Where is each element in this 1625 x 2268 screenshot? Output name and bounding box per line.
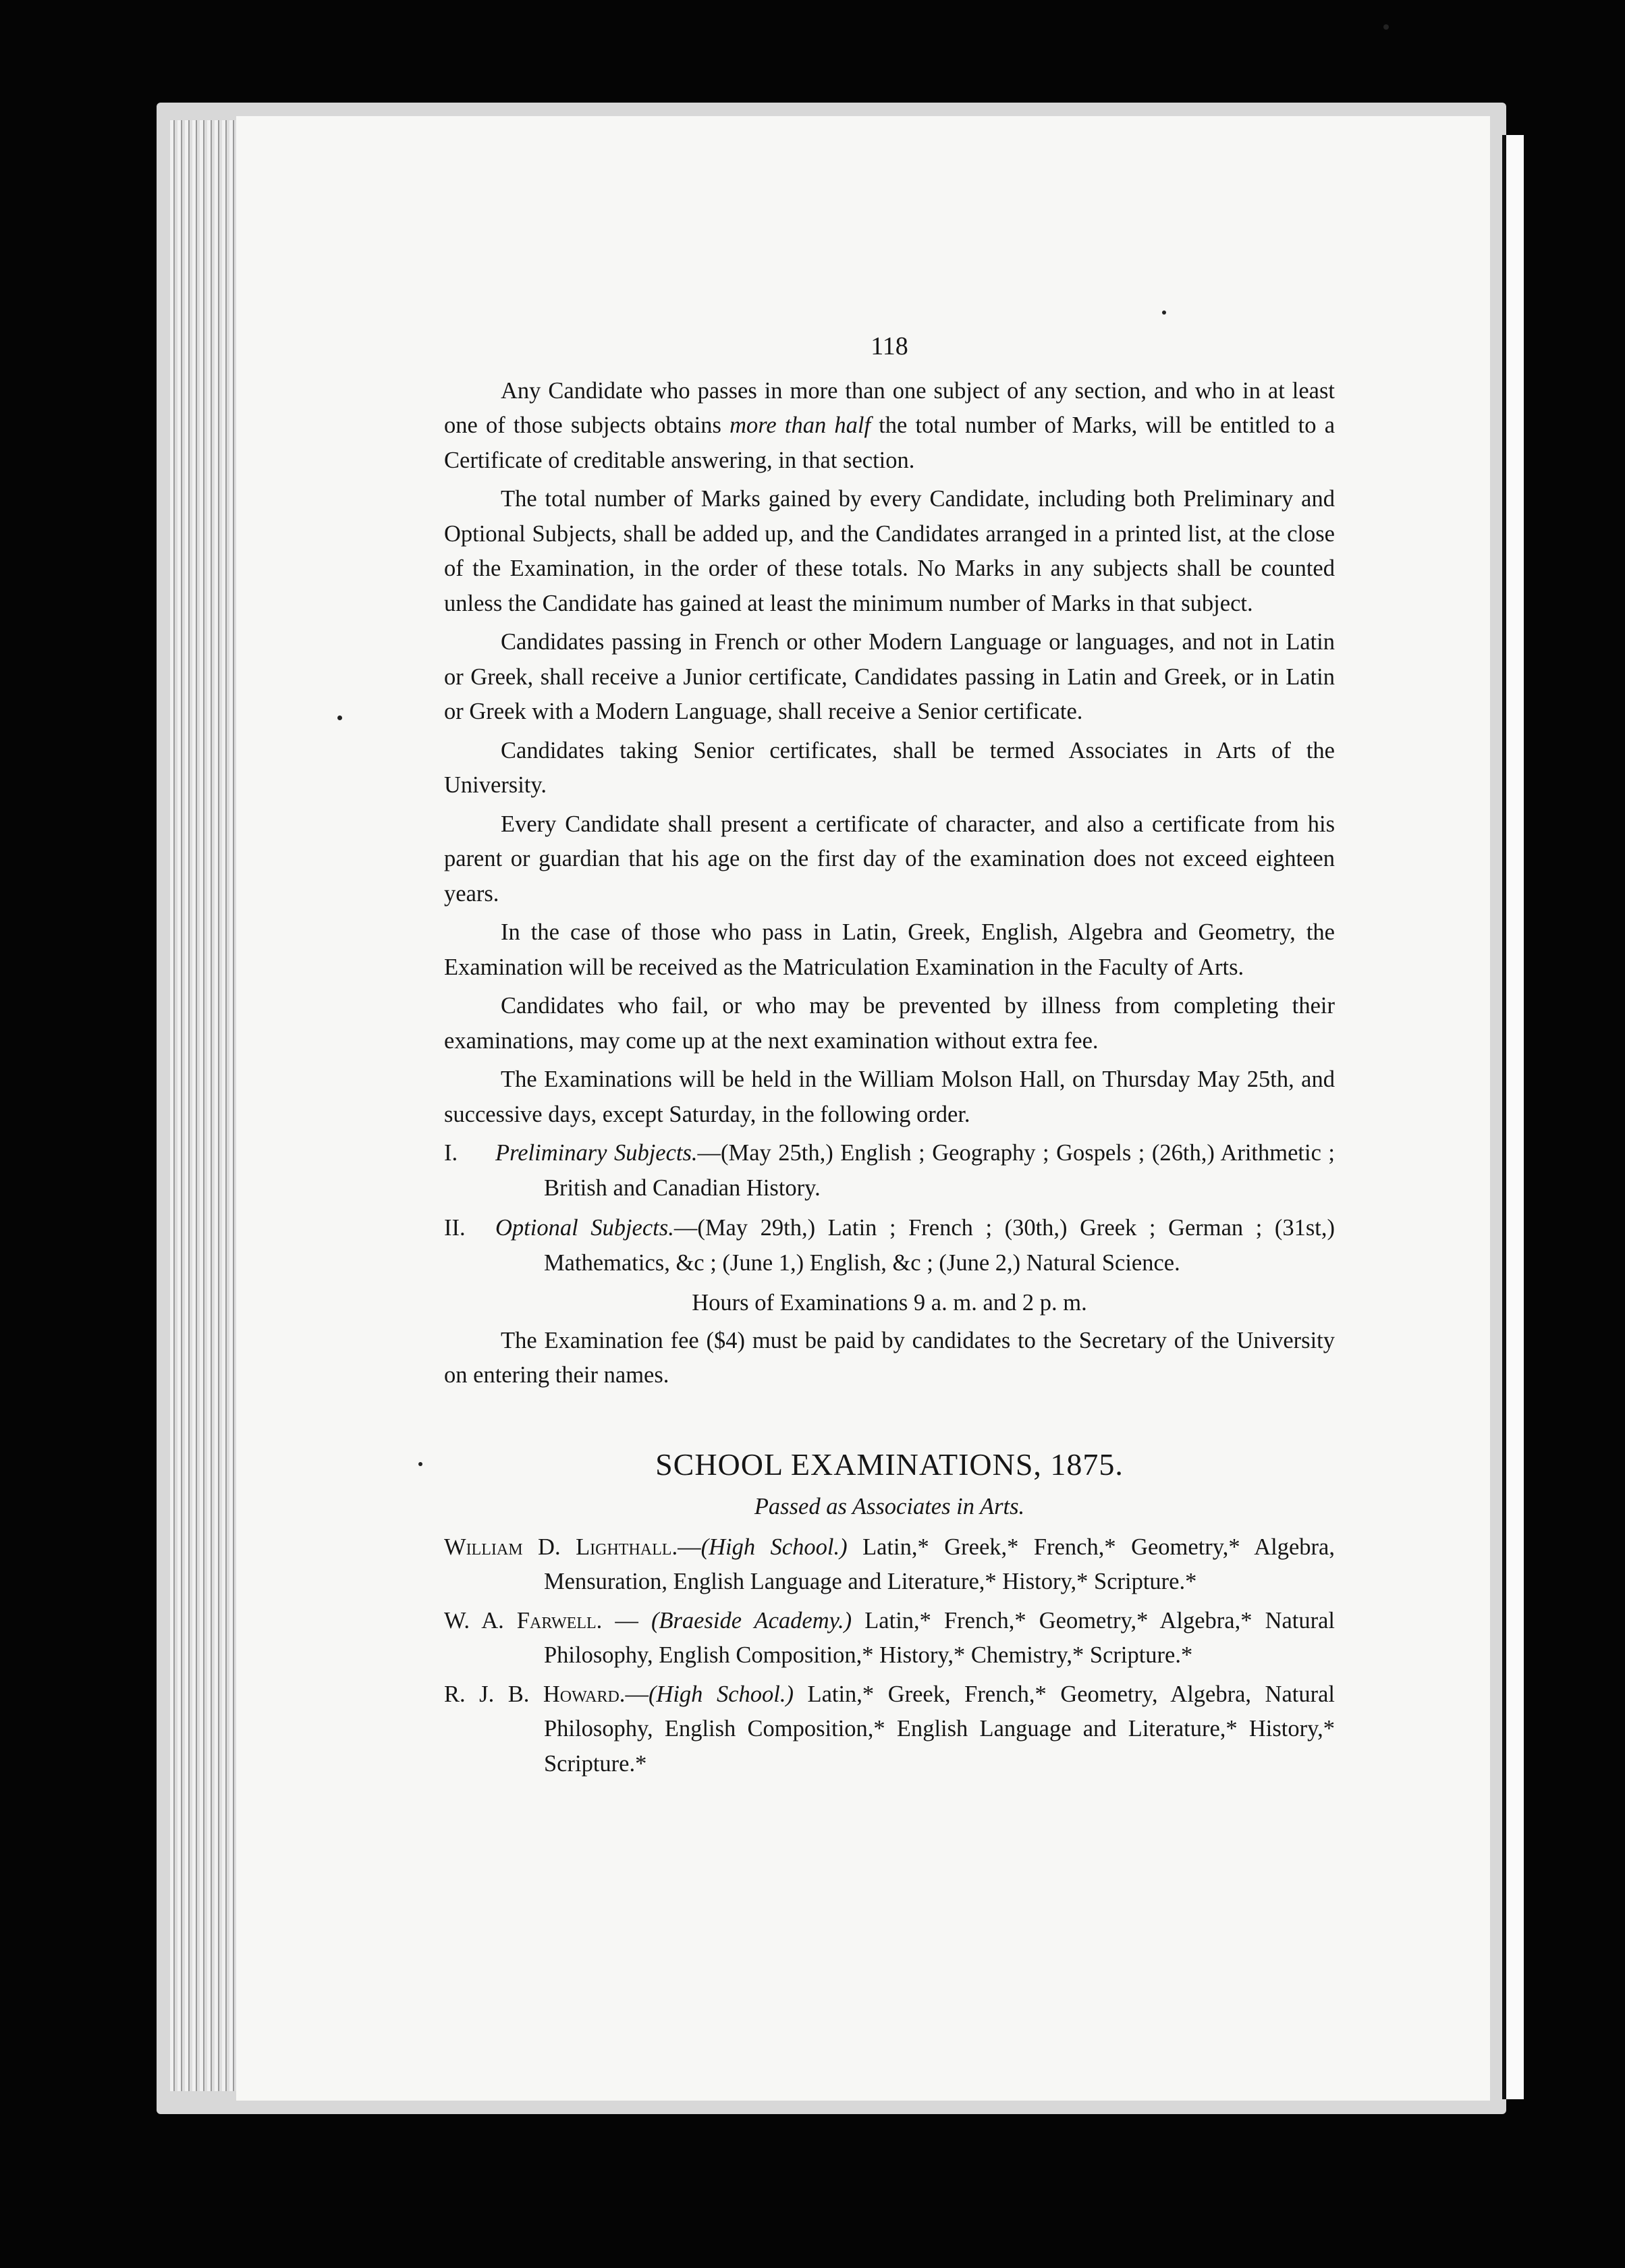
paragraph: Candidates taking Senior certificates, shall be termed Associates in Arts of the University. <box>444 737 1335 798</box>
associate-school: (High School.) <box>700 1534 848 1560</box>
paragraph: Candidates passing in French or other Modern Language or languages, and not in Latin or Greek, shall receive a Junior certificate, Candidates passing in Latin and Greek, or in Latin or Greek with a Modern Language, shall receive a Senior certificate. <box>444 629 1335 724</box>
section-heading: SCHOOL EXAMINATIONS, 1875. <box>655 1447 1124 1482</box>
associate-entry: R. J. B. Howard.—(High School.) Latin,* Greek, French,* Geometry, Algebra, Natural Philosophy, English Composition,* English Language and Literature,* History,* Scripture.* <box>444 1681 1335 1777</box>
schedule-label: Optional Subjects. <box>495 1215 674 1241</box>
associate-subjects: Latin,* Greek,* French,* Geometry,* Algebra, Mensuration, English Language and Literature,* History,* Scripture.* <box>544 1534 1335 1594</box>
paragraph-text: Any Candidate who passes in more than one subject of any section, and who in at least one of those subjects obtains <box>444 377 1335 438</box>
page-number: 118 <box>871 332 908 360</box>
associate-entry: W. A. Farwell. — (Braeside Academy.) Latin,* French,* Geometry,* Algebra,* Natural Philosophy, English Composition,* History,* Chemistry,* Scripture.* <box>444 1607 1335 1668</box>
paragraph: Candidates who fail, or who may be prevented by illness from completing their examinations, may come up at the next examination without extra fee. <box>444 993 1335 1054</box>
dust-speck <box>1162 310 1166 315</box>
dust-speck <box>1383 24 1389 30</box>
paragraph <box>444 374 1335 479</box>
fee-paragraph: The Examination fee ($4) must be paid by candidates to the Secretary of the University on entering their names. <box>444 1327 1335 1388</box>
associate-subjects: Latin,* Greek, French,* Geometry, Algebra, Natural Philosophy, English Composition,* English Language and Literature,* History,* Scripture.* <box>544 1681 1335 1777</box>
paragraph: The Examinations will be held in the William Molson Hall, on Thursday May 25th, and successive days, except Saturday, in the following order. <box>444 1066 1335 1127</box>
paragraph-text: the total number of Marks, will be entitled to a Certificate of creditable answering, in that section. <box>444 412 1335 473</box>
schedule-numeral: I. <box>444 1140 458 1166</box>
paragraph: The total number of Marks gained by every Candidate, including both Preliminary and Optional Subjects, shall be added up, and the Candidates arranged in a printed list, at the close of the Examination, in the order of these totals. No Marks in any subjects shall be counted unless the Candidate has gained at least the minimum number of Marks in that subject. <box>444 486 1335 616</box>
dust-speck <box>418 1462 422 1466</box>
paragraph: In the case of those who pass in Latin, Greek, English, Algebra and Geometry, the Examination will be received as the Matriculation Examination in the Faculty of Arts. <box>444 919 1335 980</box>
associate-name: R. J. B. Howard. <box>444 1681 626 1707</box>
associate-school: (Braeside Academy.) <box>651 1607 852 1634</box>
schedule-label: Preliminary Subjects. <box>495 1140 698 1166</box>
associate-entry: William D. Lighthall.—(High School.) Latin,* Greek,* French,* Geometry,* Algebra, Mensuration, English Language and Literature,* History,* Scripture.* <box>444 1534 1335 1594</box>
next-page-edge <box>1502 135 1524 2099</box>
schedule-numeral: II. <box>444 1215 466 1241</box>
associate-subjects: Latin,* French,* Geometry,* Algebra,* Natural Philosophy, English Composition,* History,* Chemistry,* Scripture.* <box>544 1607 1335 1668</box>
associate-name: W. A. Farwell. <box>444 1607 603 1634</box>
schedule-item <box>444 1136 1335 1206</box>
emphasis: more than half <box>729 412 871 438</box>
associate-school: (High School.) <box>648 1681 794 1707</box>
paragraph: Every Candidate shall present a certificate of character, and also a certificate from his parent or guardian that his age on the first day of the examination does not exceed eighteen years. <box>444 811 1335 907</box>
schedule-text: —(May 25th,) English ; Geography ; Gospels ; (26th,) Arithmetic ; British and Canadian History. <box>544 1140 1335 1201</box>
schedule-item <box>444 1211 1335 1280</box>
dust-speck <box>337 716 342 720</box>
section-subheading: Passed as Associates in Arts. <box>754 1494 1025 1519</box>
schedule-text: —(May 29th,) Latin ; French ; (30th,) Greek ; German ; (31st,) Mathematics, &c ; (June 1,) English, &c ; (June 2,) Natural Science. <box>544 1215 1335 1276</box>
page-edges <box>170 120 244 2091</box>
page-text <box>444 324 1335 1785</box>
exam-hours: Hours of Examinations 9 a. m. and 2 p. m. <box>692 1290 1087 1316</box>
associate-name: William D. Lighthall. <box>444 1534 678 1560</box>
